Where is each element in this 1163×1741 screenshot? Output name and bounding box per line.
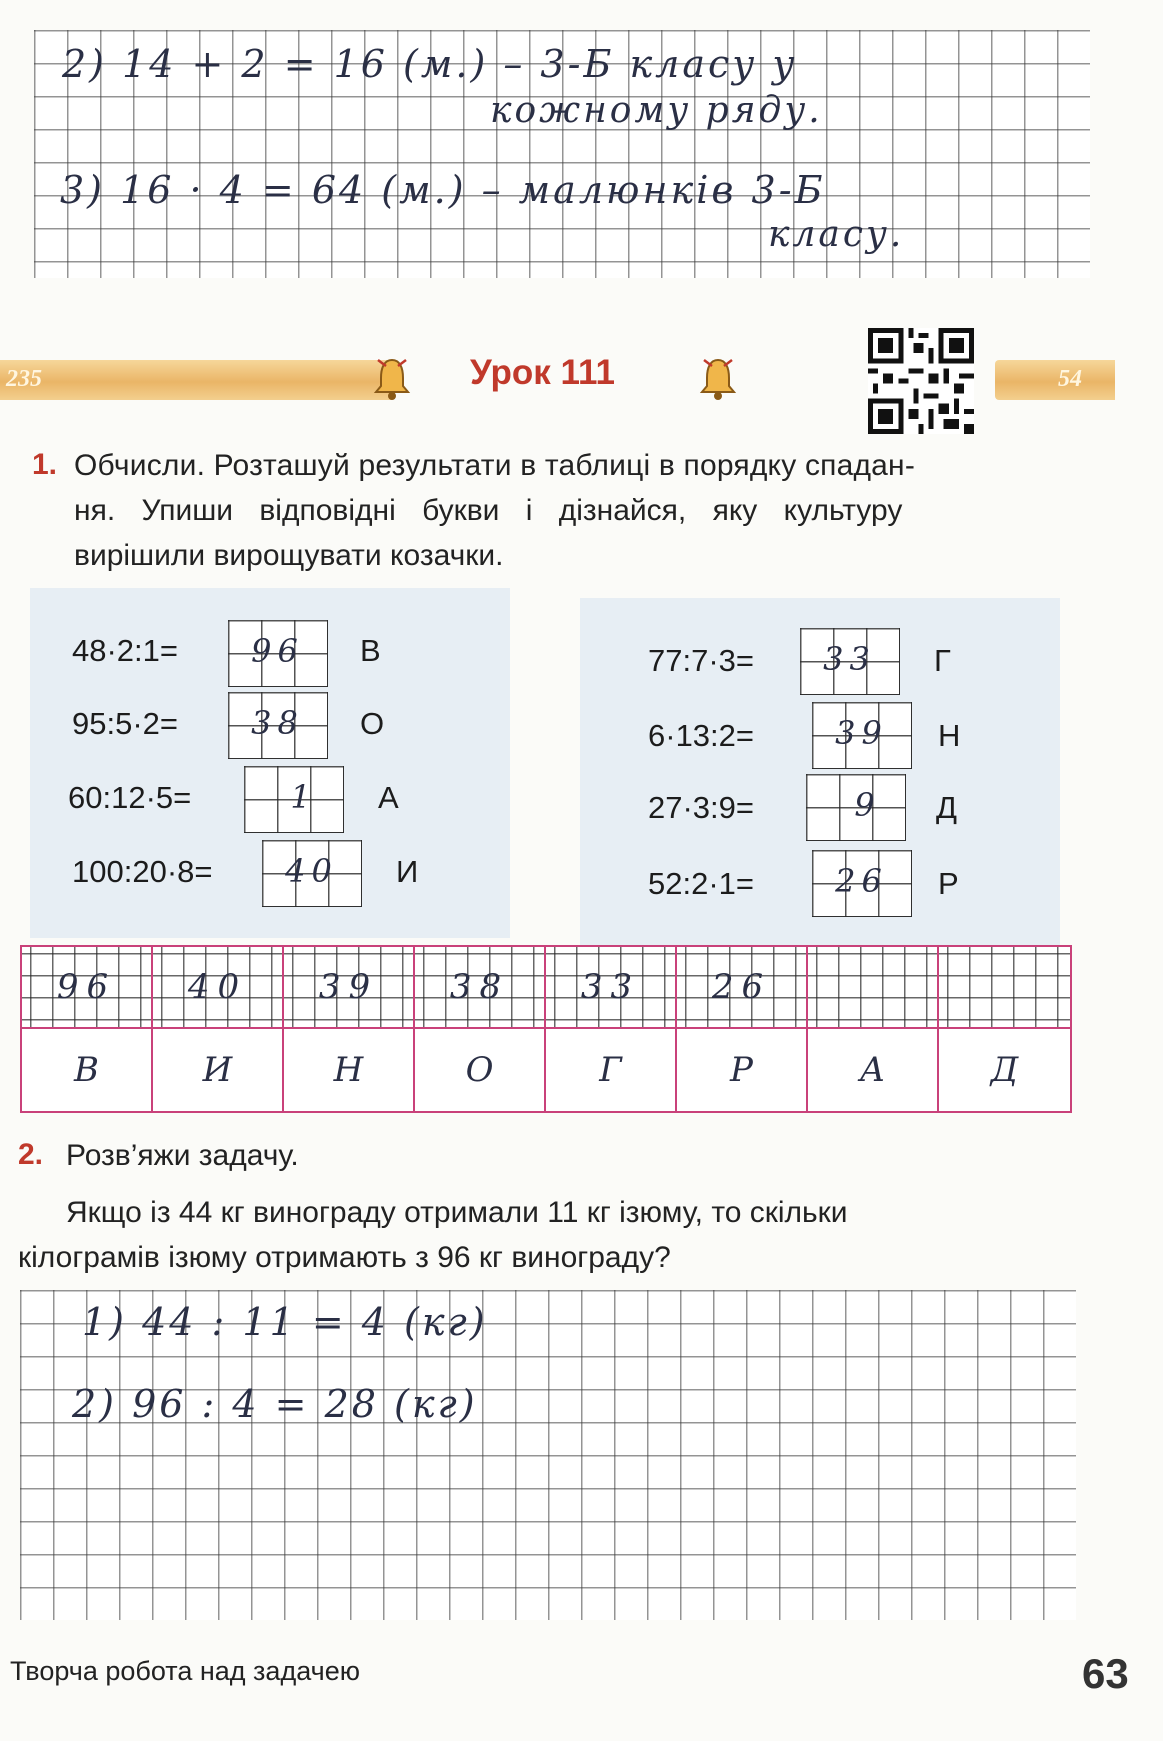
answer-box[interactable]	[228, 692, 328, 759]
note-line-2: кожному ряду.	[490, 90, 823, 131]
table-letter-cell[interactable]: Д	[990, 1050, 1019, 1090]
example-expression: 48·2:1=	[72, 633, 179, 668]
note-line-4: класу.	[768, 214, 905, 255]
example-letter: О	[360, 706, 385, 741]
table-number-cell[interactable]	[808, 947, 939, 1029]
table-letter-cell[interactable]: И	[153, 1029, 284, 1111]
task-2-number: 2.	[18, 1138, 44, 1171]
example-expression: 60:12·5=	[68, 780, 192, 815]
table-number-cell[interactable]: 96	[22, 947, 153, 1029]
task-1-number: 1.	[32, 448, 58, 481]
answer-box[interactable]	[812, 702, 912, 769]
example-letter: Г	[934, 643, 951, 678]
task-2-text-line-2: кілограмів ізюму отримають з 96 кг винограду?	[18, 1241, 671, 1274]
table-letter-cell[interactable]: Р	[677, 1029, 808, 1111]
example-expression: 77:7·3=	[648, 643, 755, 678]
task-2-text-line-1: Якщо із 44 кг винограду отримали 11 кг ізюму, то скільки	[66, 1196, 848, 1229]
task-1-text-line-1: Обчисли. Розташуй результати в таблиці в порядку спадан-	[74, 449, 916, 482]
example-expression: 6·13:2=	[648, 718, 755, 753]
right-page-ref: 54	[1058, 366, 1082, 392]
example-letter: И	[396, 854, 419, 889]
lesson-banner-right	[995, 360, 1115, 400]
answer-box[interactable]	[228, 620, 328, 687]
footer-caption: Творча робота над задачею	[10, 1656, 360, 1686]
task-1-text-line-2: ня. Упиши відповідні букви і дізнайся, яку культуру	[74, 494, 903, 527]
left-page-ref: 235	[6, 366, 42, 392]
table-number-cell[interactable]: 40	[153, 947, 284, 1029]
page-number: 63	[1082, 1650, 1129, 1697]
solution-line-2: 2) 96 : 4 = 28 (кг)	[72, 1382, 478, 1426]
table-letter-cell[interactable]: О	[415, 1029, 546, 1111]
bell-icon	[372, 356, 412, 402]
example-letter: Н	[938, 718, 961, 753]
answer-box[interactable]	[262, 840, 362, 907]
answer-value: 1	[290, 778, 317, 816]
example-letter: Д	[936, 790, 957, 825]
answer-value: 26	[835, 862, 888, 900]
qr-code-icon	[868, 328, 974, 434]
answer-box[interactable]	[806, 774, 906, 841]
solution-line-1: 1) 44 : 11 = 4 (кг)	[82, 1300, 488, 1344]
bell-icon	[698, 356, 738, 402]
table-letter-cell[interactable]: В	[22, 1029, 153, 1111]
table-letter-cell[interactable]: А	[808, 1029, 939, 1111]
answer-table	[20, 945, 1072, 1113]
answer-box[interactable]	[812, 850, 912, 917]
table-letter-cell[interactable]: Н	[284, 1029, 415, 1111]
table-number-cell[interactable]	[939, 947, 1070, 1029]
example-expression: 27·3:9=	[648, 790, 755, 825]
example-letter: В	[360, 633, 381, 668]
example-letter: Р	[938, 866, 959, 901]
answer-value: 39	[835, 714, 888, 752]
note-line-3: 3) 16 · 4 = 64 (м.) – малюнків 3-Б	[60, 168, 826, 212]
table-number-cell[interactable]: 33	[546, 947, 677, 1029]
table-number-cell[interactable]: 38	[415, 947, 546, 1029]
answer-value: 33	[823, 640, 876, 678]
table-letter-cell[interactable]: Г	[546, 1029, 677, 1111]
example-letter: А	[378, 780, 399, 815]
answer-value: 38	[251, 704, 304, 742]
answer-box[interactable]	[800, 628, 900, 695]
task-2-title: Розв’яжи задачу.	[66, 1139, 299, 1172]
answer-box[interactable]	[244, 766, 344, 833]
answer-value: 9	[854, 786, 881, 824]
example-expression: 52:2·1=	[648, 866, 755, 901]
answer-value: 40	[285, 852, 338, 890]
table-number-cell[interactable]: 39	[284, 947, 415, 1029]
example-expression: 100:20·8=	[72, 854, 213, 889]
note-line-1: 2) 14 + 2 = 16 (м.) – 3-Б класу у	[62, 42, 798, 86]
lesson-title: Урок 111	[470, 353, 615, 392]
task-1-text-line-3: вирішили вирощувати козачки.	[74, 539, 504, 572]
example-expression: 95:5·2=	[72, 706, 179, 741]
table-number-cell[interactable]: 26	[677, 947, 808, 1029]
lesson-banner-left	[0, 360, 395, 400]
answer-value: 96	[251, 632, 304, 670]
